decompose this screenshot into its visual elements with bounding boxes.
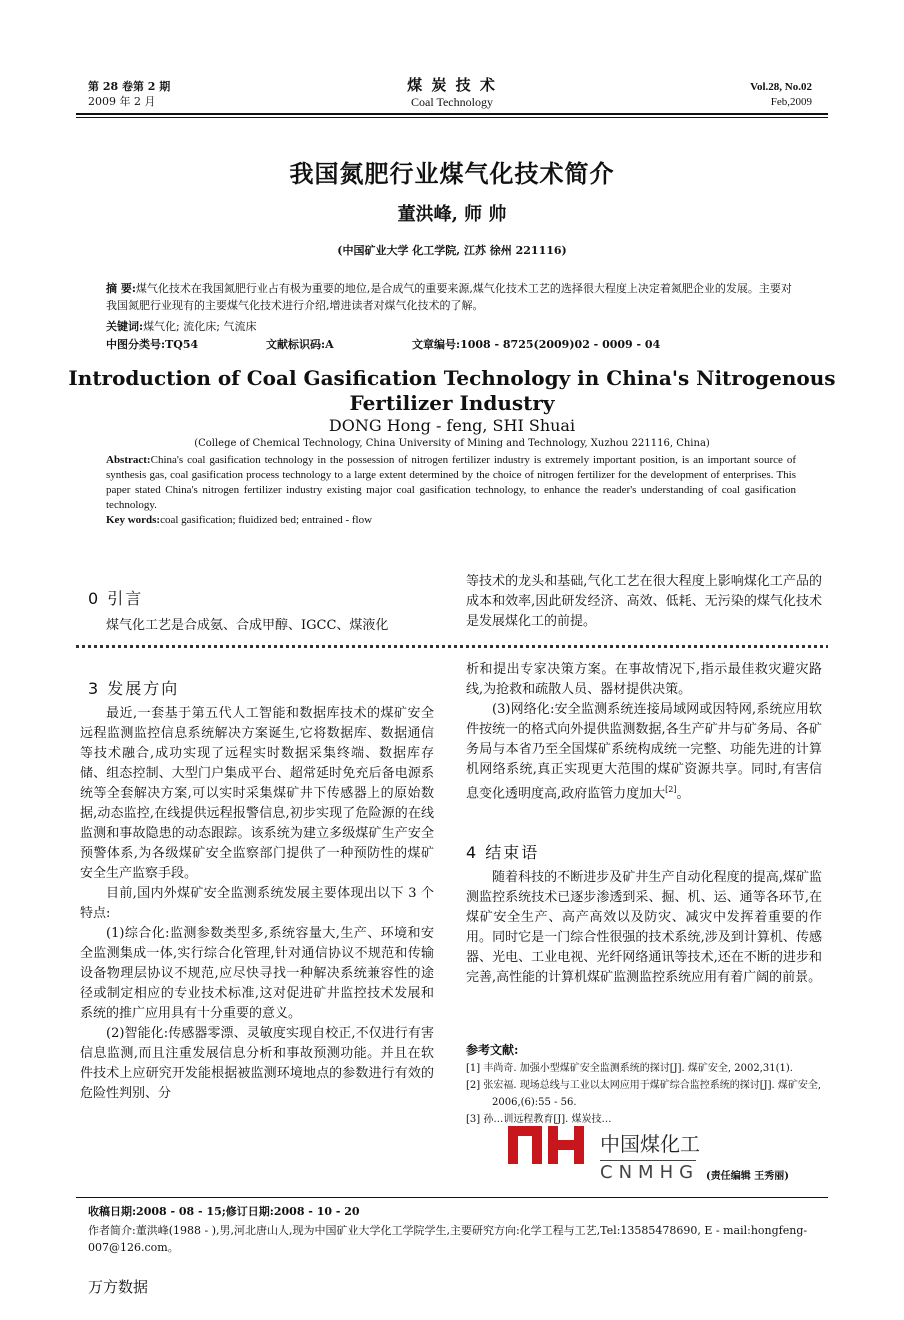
watermark-cn: 中国煤化工 <box>600 1132 700 1156</box>
section3-right-paragraph-2-end: 。 <box>676 786 690 802</box>
references-heading: 参考文献: <box>466 1043 519 1057</box>
section3-right-paragraph-2: (3)网络化:安全监测系统连接局域网或因特网,系统应用软件按统一的格式向外提供监测数据,各生产矿井与矿务局、各矿务局与本省乃至全国煤矿系统构成统一完整、功能先进的计算机网络系统,真正实现更大范围的煤矿资源共享。同时,有害信息变化透明度高,政府监管力度加大 <box>466 702 822 802</box>
keywords-cn-text: 煤气化; 流化床; 气流床 <box>143 320 257 333</box>
section3-paragraph-4: (2)智能化:传感器零漂、灵敏度实现自校正,不仅进行有害信息监测,而且注重发展信息分析和事故预测功能。并且在软件技术上应研究开发能根据被监测环境地点的参数进行有效的危险性判别、分 <box>80 1026 434 1101</box>
header-rule-thin <box>76 117 828 118</box>
reference-item: [2] 张宏福. 现场总线与工业以太网应用于煤矿综合监控系统的探讨[J]. 煤矿安全, 2006,(6):55 - 56. <box>466 1080 822 1108</box>
watermark-divider <box>600 1160 696 1161</box>
citation-2: [2] <box>665 785 677 794</box>
abstract-cn <box>106 280 796 314</box>
keywords-en-label: Key words: <box>106 514 161 526</box>
paper-title-en: Introduction of Coal Gasification Technology in China's Nitrogenous Fertilizer Industry <box>68 366 836 415</box>
section3-paragraph-2: 目前,国内外煤矿安全监测系统发展主要体现出以下 3 个特点: <box>80 886 434 921</box>
intro-right-text: 等技术的龙头和基础,气化工艺在很大程度上影响煤化工产品的成本和效率,因此研发经济、高效、低耗、无污染的煤气化技术是发展煤化工的前提。 <box>466 574 822 629</box>
header-date-en: Feb,2009 <box>770 96 812 108</box>
header-rule <box>76 113 828 115</box>
right-column <box>466 660 822 804</box>
authors-en: DONG Hong - feng, SHI Shuai <box>328 416 576 435</box>
received-dates: 收稿日期:2008 - 08 - 15;修订日期:2008 - 10 - 20 <box>88 1205 360 1218</box>
keywords-cn-label: 关键词: <box>106 320 144 333</box>
watermark-en: CNMHG <box>600 1162 700 1183</box>
references-list <box>466 1060 822 1128</box>
affiliation-en: (College of Chemical Technology, China University of Mining and Technology, Xuzhou 221116, China) <box>194 438 710 449</box>
paper-title-cn: 我国氮肥行业煤气化技术简介 <box>289 159 615 188</box>
intro-heading: 0 引言 <box>88 589 144 608</box>
abstract-en-label: Abstract: <box>106 454 151 466</box>
journal-title-en: Coal Technology <box>411 95 493 109</box>
reference-item: [1] 丰尚奇. 加强小型煤矿安全监测系统的探讨[J]. 煤矿安全, 2002,31(1). <box>466 1063 793 1074</box>
author-bio: 作者简介:董洪峰(1988 - ),男,河北唐山人,现为中国矿业大学化工学院学生,主要研究方向:化学工程与工艺,Tel:13585478690, E - mail:hongfeng-007@126.com。 <box>88 1224 808 1254</box>
doc-code-value: A <box>325 338 334 351</box>
editor-note: (责任编辑 王秀丽) <box>706 1171 789 1182</box>
doc-code-label: 文献标识码: <box>266 338 326 351</box>
header-volume-en: Vol.28, No.02 <box>750 81 812 93</box>
abstract-en <box>106 453 796 528</box>
section3-paragraph-3: (1)综合化:监测参数类型多,系统容量大,生产、环境和安全监测集成一体,实行综合化管理,针对通信协议不规范和传输设备物理层协议不规范,应尽快寻找一种解决系统兼容性的途径或制定相应的专业技术标准,这对促进矿井监控技术发展和系统的推广应用具有十分重要的意义。 <box>80 926 434 1021</box>
intro-left-text: 煤气化工艺是合成氨、合成甲醇、IGCC、煤液化 <box>106 618 389 633</box>
article-no-label: 文章编号: <box>412 338 461 351</box>
classification-line <box>106 336 796 353</box>
clc-label: 中图分类号: <box>106 338 166 351</box>
section4-heading: 4 结束语 <box>466 843 540 862</box>
section4-body <box>466 868 822 988</box>
cut-divider <box>76 645 828 648</box>
keywords-cn <box>106 318 796 335</box>
affiliation-cn: (中国矿业大学 化工学院, 江苏 徐州 221116) <box>337 244 567 257</box>
footer-rule <box>76 1197 828 1198</box>
cnmhg-logo-icon <box>506 1124 590 1164</box>
clc-value: TQ54 <box>165 338 199 351</box>
section3-heading: 3 发展方向 <box>88 679 180 698</box>
authors-cn: 董洪峰, 师 帅 <box>397 204 507 225</box>
section4-paragraph-1: 随着科技的不断进步及矿井生产自动化程度的提高,煤矿监测监控系统技术已逐步渗透到采、掘、机、运、通等各环节,在煤矿安全生产、高产高效以及防灾、减灾中发挥着重要的作用。同时它是一门综合性很强的技术系统,涉及到计算机、传感器、光电、工业电视、光纤网络通讯等技术,还在不断的进步和完善,高性能的计算机煤矿监测监控系统应用有着广阔的前景。 <box>466 870 822 985</box>
header-volume-cn: 第 28 卷第 2 期 <box>88 80 171 93</box>
abstract-cn-text: 煤气化技术在我国氮肥行业占有极为重要的地位,是合成气的重要来源,煤气化技术工艺的选择很大程度上决定着氮肥企业的发展。主要对我国氮肥行业现有的主要煤气化技术进行介绍,增进读者对煤气化技术的了解。 <box>106 282 792 312</box>
source-label: 万方数据 <box>88 1278 149 1296</box>
keywords-en-text: coal gasification; fluidized bed; entrained - flow <box>160 514 373 526</box>
reference-item: [3] 孙…训远程教育[J]. 煤炭技… <box>466 1114 612 1125</box>
abstract-cn-label: 摘 要: <box>106 282 136 295</box>
article-no-value: 1008 - 8725(2009)02 - 0009 - 04 <box>460 338 661 351</box>
section3-right-paragraph-1: 析和提出专家决策方案。在事故情况下,指示最佳救灾避灾路线,为抢救和疏散人员、器材提供决策。 <box>466 662 822 697</box>
header-date-cn: 2009 年 2 月 <box>88 95 156 108</box>
abstract-en-text: China's coal gasification technology in the possession of nitrogen fertilizer industry is extremely important position, is an important source of synthesis gas, coal gasification process technology to a large extent determined by the choice of nitrogen fertilizer for the development of enterprises. This paper stated China's nitrogen fertilizer industry existing major coal gasification technology, to enhance the reader's understanding of coal gasification technology. <box>106 454 796 511</box>
journal-title-cn: 煤 炭 技 术 <box>407 76 497 94</box>
section3-left-column <box>80 704 434 1104</box>
section3-paragraph-1: 最近,一套基于第五代人工智能和数据库技术的煤矿安全远程监测监控信息系统解决方案诞生,它将数据库、数据通信等技术融合,成功实现了远程实时数据采集终端、数据库存储、组态控制、大型门户集成平台、超常延时免充后备电源系统等全套解决方案,可以实时采集煤矿井下传感器上的原始数据,动态监控,在线提供远程报警信息,初步实现了危险源的在线监测和事故隐患的动态跟踪。该系统为建立多级煤矿生产安全预警体系,为各级煤矿安全监察部门提供了一种预防性的煤矿安全生产监察手段。 <box>80 706 434 881</box>
